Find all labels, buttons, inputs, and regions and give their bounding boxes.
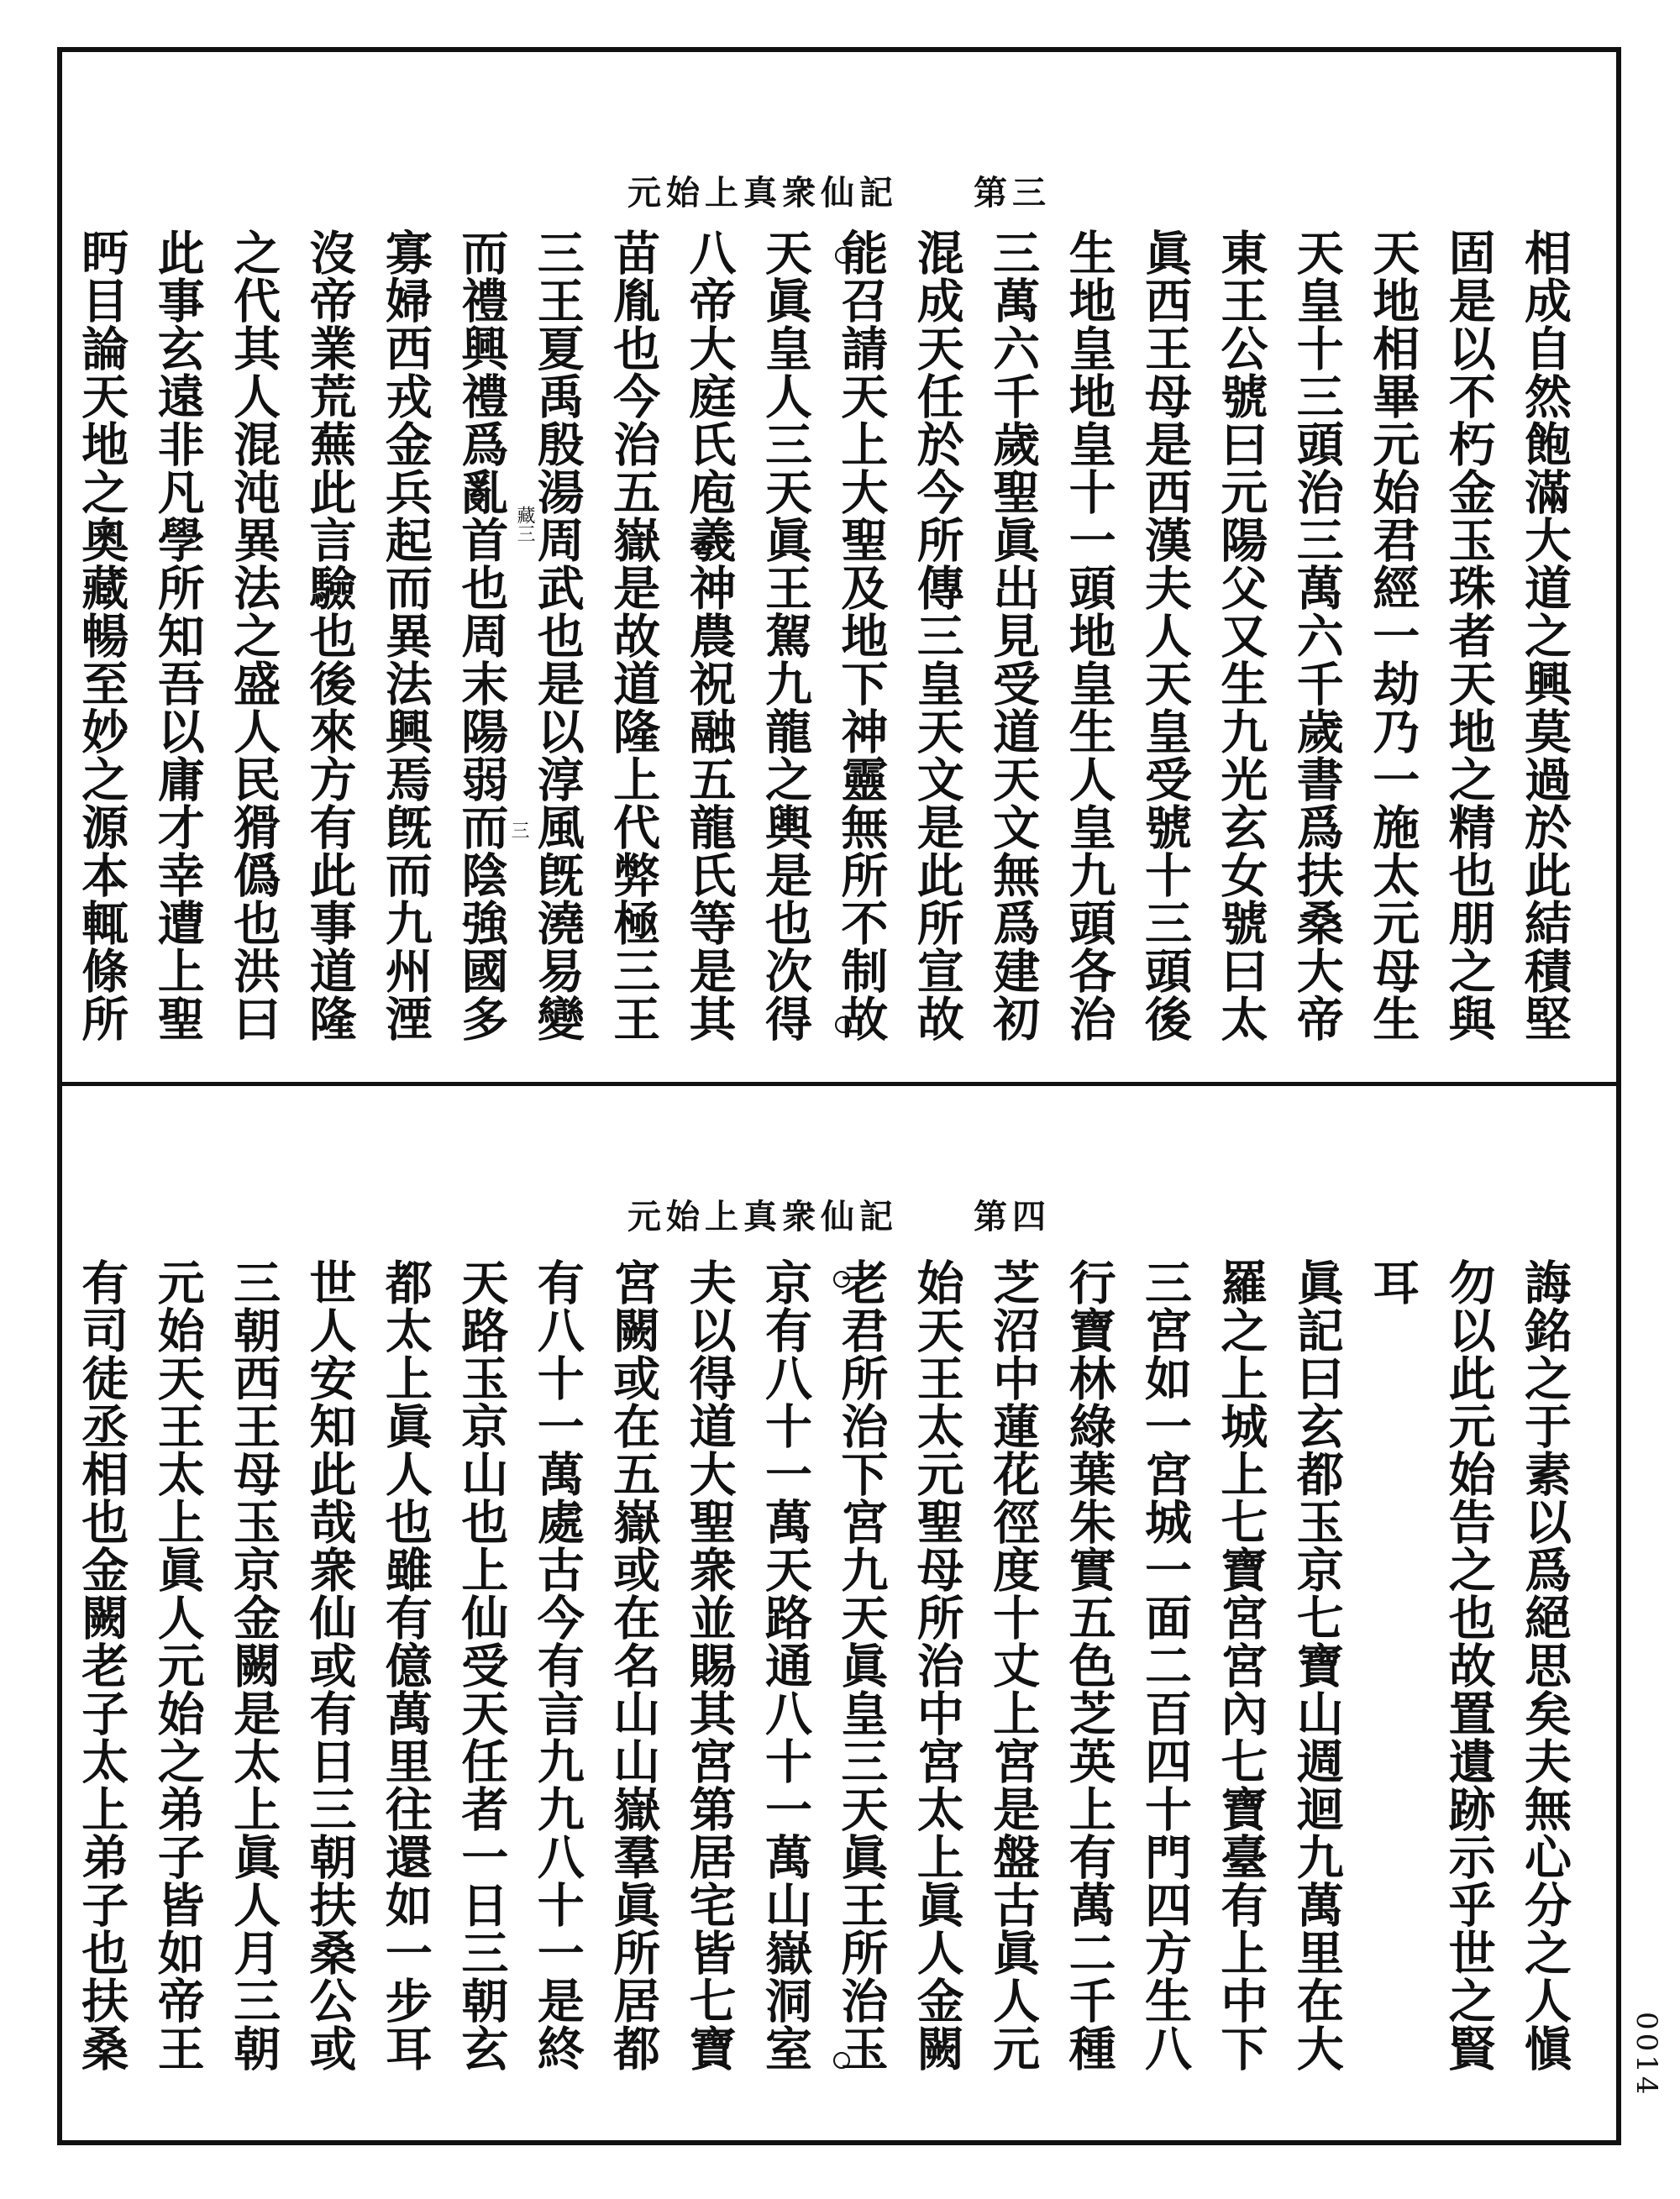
text-column: 相成自然飽滿大道之興莫過於此結積堅 [1517,228,1572,1042]
lower-page [62,1086,1616,2140]
text-column: 始天王太元聖母所治中宮太上眞人金闕 [909,1258,965,2072]
margin-note: 藏三 [514,506,535,543]
book-title: 元始上真衆仙記 [627,173,899,213]
text-column: 沒帝業荒蕪此言驗也後來方有此事道隆 [302,228,358,1042]
text-column: 而禮興禮爲亂首也周末陽弱而陰強國多 [454,228,510,1042]
text-column: 寡婦西戎金兵起而異法興焉旣而九州湮 [377,228,433,1042]
text-columns [62,1258,1616,2132]
text-column: 三朝西王母玉京金闕是太上眞人月三朝 [226,1258,282,2072]
text-column: 東王公號曰元陽父又生九光玄女號曰太 [1213,228,1269,1042]
paragraph-circle-mark [835,247,852,264]
text-column: 八帝大庭氏庖羲神農祝融五龍氏等是其 [681,228,738,1042]
text-column: 京有八十一萬天路通八十一萬山嶽洞室 [757,1258,813,2072]
text-column: 世人安知此哉衆仙或有日三朝扶桑公或 [302,1258,358,2072]
text-column: 誨銘之于素以爲絕思矣夫無心分之人愼 [1517,1258,1572,2072]
text-column: 有八十一萬處古今有言九九八十一是終 [529,1258,585,2072]
text-column: 能召請天上大聖及地下神靈無所不制故 [833,228,890,1042]
text-column: 勿以此元始告之也故置遺跡示乎世之賢 [1441,1258,1497,2072]
text-column: 元始天王太上眞人元始之弟子皆如帝王 [150,1258,206,2072]
text-column: 天眞皇人三天眞王駕九龍之輿是也次得 [757,228,813,1042]
text-column: 行寶林綠葉朱實五色芝英上有萬二千種 [1061,1258,1117,2072]
paragraph-circle-mark [833,1271,850,1288]
text-column: 三萬六千歲聖眞出見受道天文無爲建初 [985,228,1042,1042]
text-column: 都太上眞人也雖有億萬里往還如一步耳 [377,1258,433,2072]
text-column: 有司徒丞相也金闕老子太上弟子也扶桑 [74,1258,130,2072]
text-column: 耳 [1365,1258,1421,1306]
text-column: 天地相畢元始君經一劫乃一施太元母生 [1365,228,1421,1042]
paragraph-circle-mark [833,2052,850,2069]
text-column: 混成天任於今所傳三皇天文是此所宣故 [909,228,965,1042]
text-column: 天路玉京山也上仙受天任者一日三朝玄 [454,1258,510,2072]
text-column: 眞記曰玄都玉京七寶山週迴九萬里在大 [1289,1258,1345,2072]
page-number: 0014 [1630,2012,1663,2098]
text-column: 天皇十三頭治三萬六千歲書爲扶桑大帝 [1289,228,1345,1042]
text-column: 此事玄遠非凡學所知吾以庸才幸遭上聖 [150,228,206,1042]
text-column: 三宮如一宮城一面二百四十門四方生八 [1137,1258,1193,2072]
text-column: 三王夏禹殷湯周武也是以淳風旣澆易變 [529,228,585,1042]
text-column: 生地皇地皇十一頭地皇生人皇九頭各治 [1061,228,1117,1042]
folio-number: 第三 [973,173,1051,213]
text-column: 固是以不朽金玉珠者天地之精也朋之與 [1441,228,1497,1042]
text-column: 宮闕或在五嶽或在名山山嶽羣眞所居都 [606,1258,662,2072]
text-column: 老君所治下宮九天眞皇三天眞王所治玉 [833,1258,890,2072]
text-column: 夫以得道大聖衆並賜其宮第居宅皆七寶 [681,1258,738,2072]
text-column: 芝沼中蓮花徑度十丈上宮是盤古眞人元 [985,1258,1042,2072]
text-column: 眄目論天地之奧藏暢至妙之源本輒條所 [74,228,130,1042]
paragraph-circle-mark [835,1016,852,1033]
text-column: 苗胤也今治五嶽是故道隆上代弊極三王 [606,228,662,1042]
text-column: 之代其人混沌異法之盛人民猾僞也洪曰 [226,228,282,1042]
book-title: 元始上真衆仙記 [627,1197,899,1236]
text-column: 羅之上城上七寶宮宮內七寶臺有上中下 [1213,1258,1269,2072]
running-header [62,1190,1616,1238]
running-header [62,166,1616,214]
margin-note: 三 [508,821,529,839]
text-columns [62,228,1616,1068]
upper-page [62,52,1616,1082]
text-column: 眞西王母是西漢夫人天皇受號十三頭後 [1137,228,1193,1042]
folio-number: 第四 [973,1197,1051,1236]
